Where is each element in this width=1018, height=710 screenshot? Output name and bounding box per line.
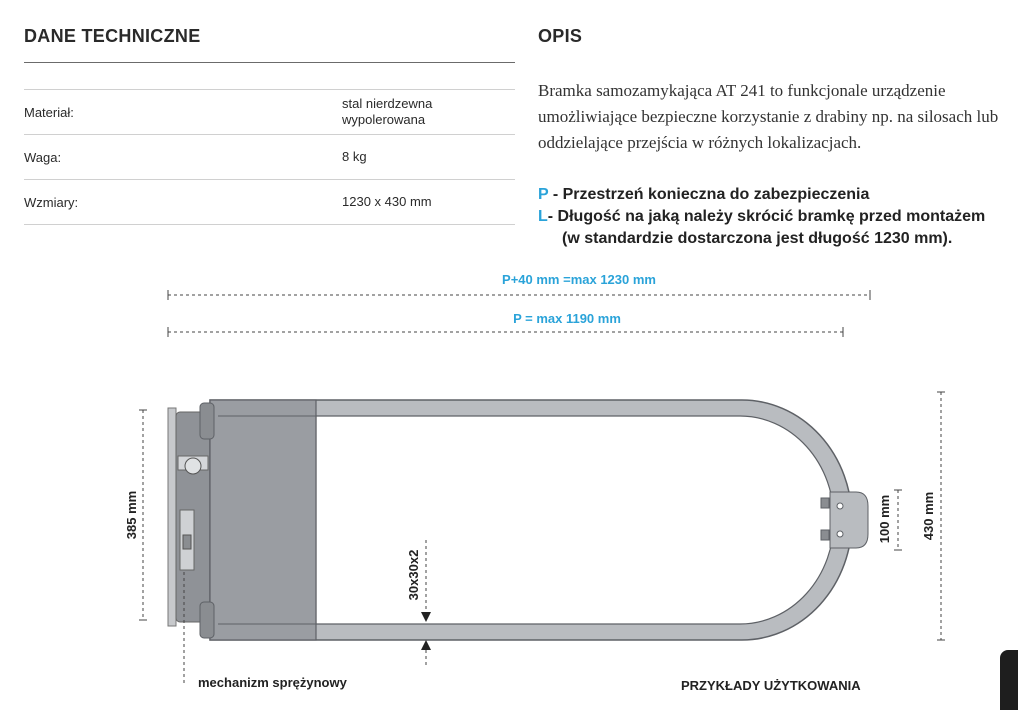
spec-value-line2: wypolerowana — [342, 112, 426, 127]
spec-value: 1230 x 430 mm — [342, 194, 432, 209]
dim-hinge-height — [124, 410, 147, 620]
description-title: OPIS — [538, 26, 583, 46]
usage-examples-label: PRZYKŁADY UŻYTKOWANIA — [681, 678, 861, 693]
dim-height — [921, 392, 945, 640]
gate-frame — [200, 400, 852, 640]
spec-value-line1: stal nierdzewna — [342, 96, 433, 111]
legend-l-key: L — [538, 208, 548, 225]
description-text: Bramka samozamykająca AT 241 to funkcjonale urządzenie umożliwiające bezpieczne korzystanie z drabiny np. na silosach lub oddzielające przejścia w różnych lokalizacjach. — [538, 81, 999, 152]
spec-label: Waga: — [24, 149, 62, 165]
legend-p-text: - Przestrzeń konieczna do zabezpieczenia — [548, 186, 870, 203]
wall-plate — [168, 408, 212, 626]
legend-p-key: P — [538, 186, 549, 203]
dim-total-label: P+40 mm =max 1230 mm — [502, 272, 656, 287]
legend-l-text: - Długość na jaką należy skrócić bramkę przed montażem — [547, 208, 986, 225]
spec-label: Materiał: — [24, 104, 74, 120]
dim-total — [168, 272, 870, 300]
dim-p — [168, 311, 843, 337]
chat-widget-button[interactable] — [1000, 650, 1018, 710]
dim-p-label: P = max 1190 mm — [513, 311, 621, 326]
dim-hinge-label: 385 mm — [124, 490, 139, 540]
specs-title: DANE TECHNICZNE — [24, 26, 201, 46]
dim-height-label: 430 mm — [921, 491, 936, 541]
legend-l-note: (w standardzie dostarczona jest długość 1230 mm). — [562, 230, 953, 247]
dim-tube-label: 30x30x2 — [406, 549, 421, 601]
dim-plate-label: 100 mm — [877, 494, 892, 544]
dim-plate — [877, 490, 902, 550]
spec-value: 8 kg — [342, 149, 367, 164]
spec-label: Wzmiary: — [24, 194, 79, 210]
spring-mechanism-label: mechanizm sprężynowy — [198, 675, 347, 690]
